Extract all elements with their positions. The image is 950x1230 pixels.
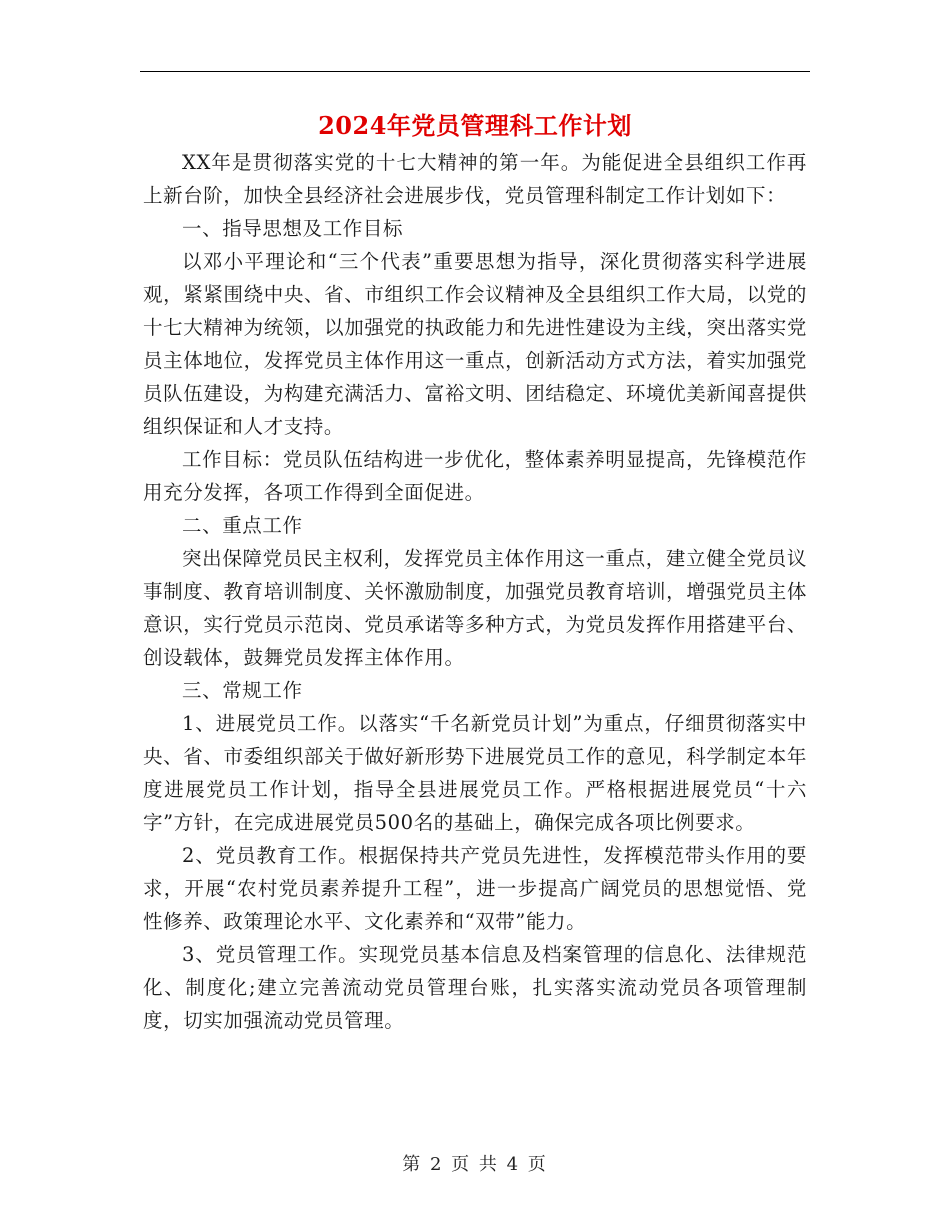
section-heading-key-work: 二、重点工作	[182, 514, 303, 537]
document-title: 2024年党员管理科工作计划	[318, 111, 632, 140]
page-number: 第 2 页 共 4 页	[402, 1154, 548, 1175]
section-heading-routine-work: 三、常规工作	[182, 679, 303, 702]
document-body	[143, 146, 807, 1037]
intro-paragraph: XX年是贯彻落实党的十七大精神的第一年。为能促进全县组织工作再上新台阶，加快全县经济社会进展步伐，党员管理科制定工作计划如下：	[143, 151, 807, 207]
body-paragraph: 突出保障党员民主权利，发挥党员主体作用这一重点，建立健全党员议事制度、教育培训制度、关怀激励制度，加强党员教育培训，增强党员主体意识，实行党员示范岗、党员承诺等多种方式，为党员发挥作用搭建平台、创设载体，鼓舞党员发挥主体作用。	[143, 547, 807, 669]
body-paragraph: 3、党员管理工作。实现党员基本信息及档案管理的信息化、法律规范化、制度化;建立完善流动党员管理台账，扎实落实流动党员各项管理制度，切实加强流动党员管理。	[143, 943, 807, 1032]
section-heading-guiding-thought: 一、指导思想及工作目标	[182, 217, 404, 240]
body-paragraph: 以邓小平理论和“三个代表”重要思想为指导，深化贯彻落实科学进展观，紧紧围绕中央、省、市组织工作会议精神及全县组织工作大局，以党的十七大精神为统领，以加强党的执政能力和先进性建设为主线，突出落实党员主体地位，发挥党员主体作用这一重点，创新活动方式方法，着实加强党员队伍建设，为构建充满活力、富裕文明、团结稳定、环境优美新闻喜提供组织保证和人才支持。	[143, 250, 807, 438]
body-paragraph: 工作目标：党员队伍结构进一步优化，整体素养明显提高，先锋模范作用充分发挥，各项工作得到全面促进。	[143, 448, 807, 504]
body-paragraph: 2、党员教育工作。根据保持共产党员先进性，发挥模范带头作用的要求，开展“农村党员素养提升工程”，进一步提高广阔党员的思想觉悟、党性修养、政策理论水平、文化素养和“双带”能力。	[143, 844, 807, 933]
body-paragraph: 1、进展党员工作。以落实“千名新党员计划”为重点，仔细贯彻落实中央、省、市委组织部关于做好新形势下进展党员工作的意见，科学制定本年度进展党员工作计划，指导全县进展党员工作。严格根据进展党员“十六字”方针，在完成进展党员500名的基础上，确保完成各项比例要求。	[143, 712, 807, 834]
header-rule	[140, 71, 810, 72]
